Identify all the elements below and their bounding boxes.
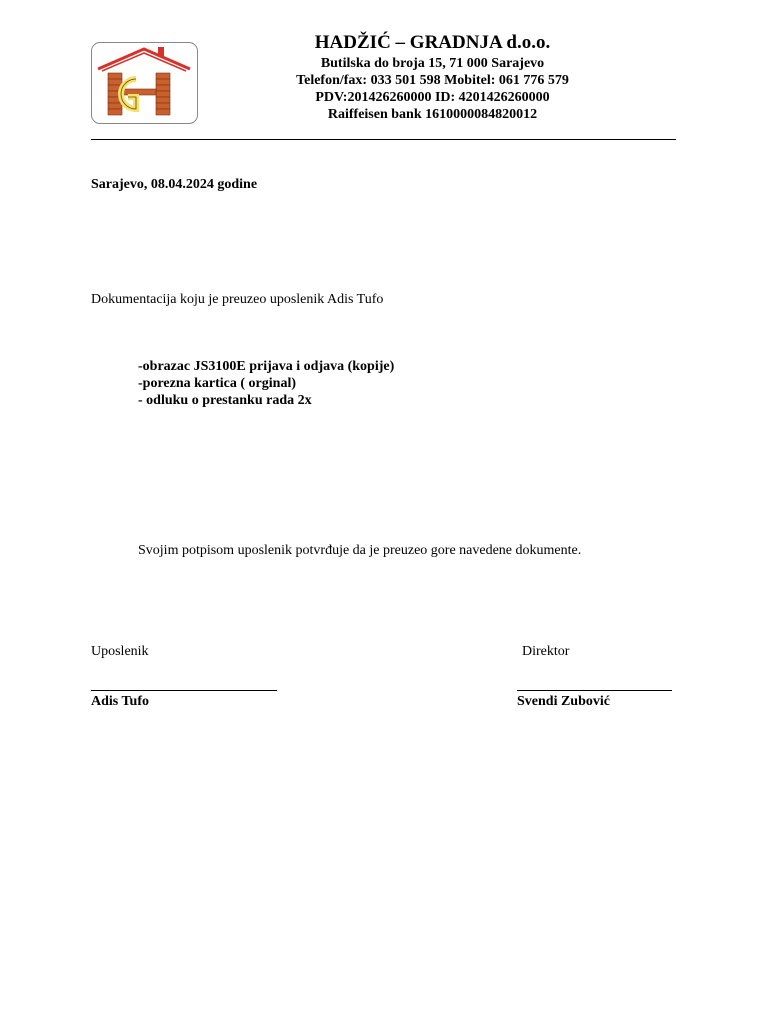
company-name: HADŽIĆ – GRADNJA d.o.o.	[314, 32, 551, 53]
director-signature-line	[517, 690, 672, 691]
document-list	[138, 358, 394, 409]
header-divider	[91, 139, 676, 140]
director-role-label: Direktor	[522, 644, 570, 659]
house-logo-icon	[92, 43, 197, 123]
list-item: -porezna kartica ( orginal)	[138, 376, 296, 391]
company-phone: Telefon/fax: 033 501 598 Mobitel: 061 776 579	[296, 73, 569, 88]
director-name: Svendi Zubović	[517, 694, 610, 709]
list-item: - odluku o prestanku rada 2x	[138, 393, 312, 408]
company-address: Butilska do broja 15, 71 000 Sarajevo	[320, 56, 545, 71]
employee-role-label: Uposlenik	[91, 644, 149, 659]
date-line: Sarajevo, 08.04.2024 godine	[91, 177, 258, 192]
employee-name: Adis Tufo	[91, 694, 149, 709]
company-logo	[91, 42, 198, 124]
confirmation-text: Svojim potpisom uposlenik potvrđuje da je preuzeo gore navedene dokumente.	[138, 543, 582, 558]
letterhead	[230, 31, 635, 123]
company-bank: Raiffeisen bank 1610000084820012	[327, 107, 538, 122]
intro-text: Dokumentacija koju je preuzeo uposlenik Adis Tufo	[91, 292, 384, 307]
employee-signature-line	[91, 690, 277, 691]
company-tax-ids: PDV:201426260000 ID: 4201426260000	[315, 90, 550, 105]
list-item: -obrazac JS3100E prijava i odjava (kopije)	[138, 359, 395, 374]
